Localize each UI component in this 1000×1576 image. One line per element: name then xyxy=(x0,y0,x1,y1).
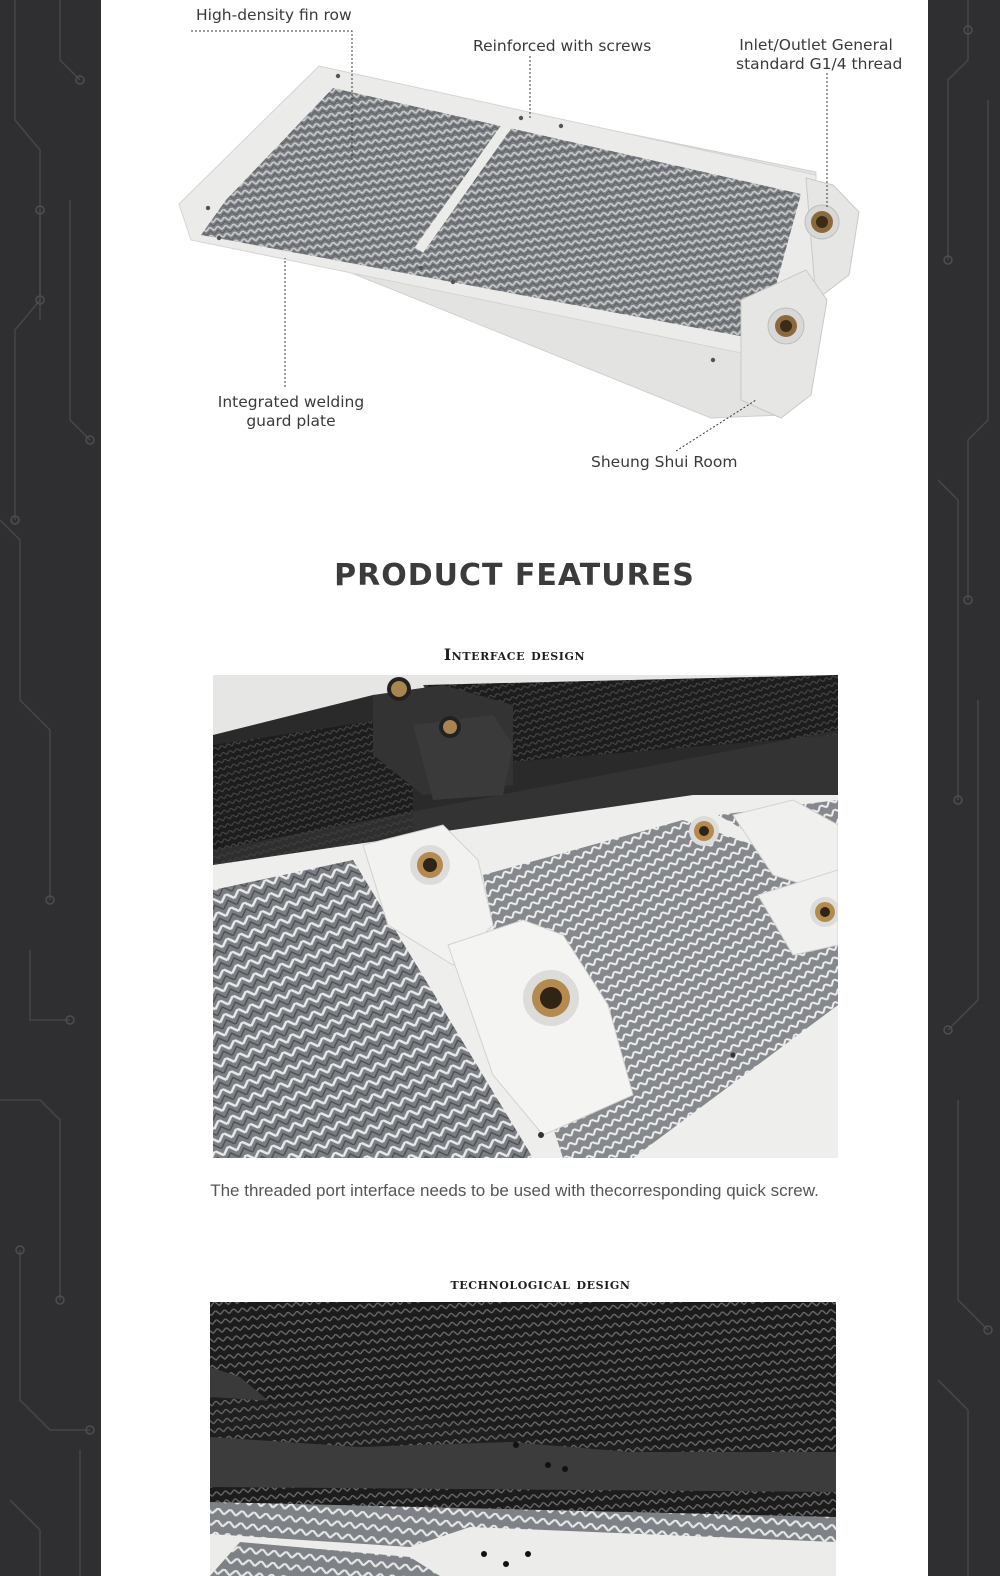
port-lower xyxy=(768,308,804,344)
callout-screws xyxy=(473,37,651,56)
callout-fin-row-text: High-density fin row xyxy=(196,6,352,24)
content-panel xyxy=(101,0,928,1576)
circuit-background-right xyxy=(928,0,1000,1576)
callout-inlet-line2: standard G1/4 thread xyxy=(736,55,903,73)
callout-room-text: Sheung Shui Room xyxy=(591,453,738,471)
callout-inlet-line1: Inlet/Outlet General xyxy=(739,36,893,54)
callout-welding-line2: guard plate xyxy=(246,412,336,430)
port-upper xyxy=(805,205,839,239)
circuit-background-left xyxy=(0,0,101,1576)
callout-screws-text: Reinforced with screws xyxy=(473,37,652,55)
interface-design-title: Interface design xyxy=(443,645,586,664)
interface-design-caption: The threaded port interface needs to be used with thecorresponding quick screw. xyxy=(210,1181,819,1200)
interface-design-photo xyxy=(213,675,838,1158)
callout-welding-line1: Integrated welding xyxy=(217,393,365,411)
callout-room xyxy=(591,453,737,472)
callout-fin-row xyxy=(196,6,352,25)
callout-inlet xyxy=(736,36,903,74)
callout-welding xyxy=(216,393,366,431)
technological-design-title: technological design xyxy=(450,1274,631,1293)
product-features-title: PRODUCT FEATURES xyxy=(334,558,695,593)
technological-design-photo xyxy=(210,1302,836,1576)
